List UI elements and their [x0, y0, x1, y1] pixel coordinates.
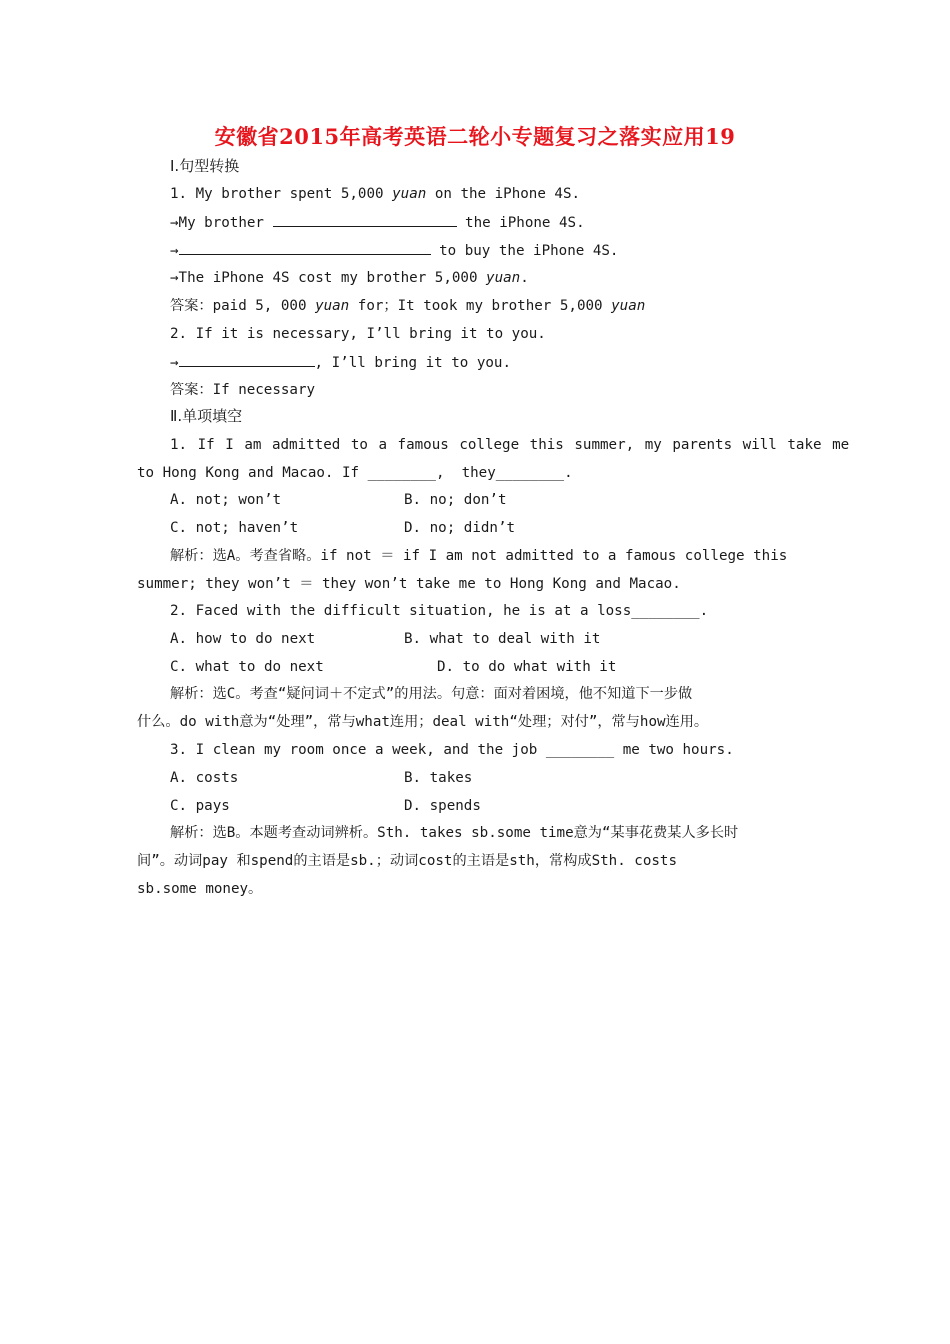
q1-transform-b: →My brother the iPhone 4S.: [170, 212, 585, 233]
mc3-stem: 3. I clean my room once a week, and the job ________ me two hours.: [170, 742, 734, 758]
mc2-options-row1: [170, 629, 601, 649]
section-heading-1: Ⅰ.句型转换: [170, 157, 240, 175]
mc3-options-row1: [170, 768, 473, 788]
mc3-options-row2: [170, 796, 481, 816]
mc2-stem: 2. Faced with the difficult situation, he is at a loss________.: [170, 603, 709, 619]
mc3-explanation-line1: 解析：选B。本题考查动词辨析。Sth. takes sb.some time意为“某事花费某人多长时: [170, 825, 739, 841]
option-a[interactable]: A. not; won’t: [170, 492, 282, 508]
q2-answer: 答案：If necessary: [170, 382, 316, 398]
mc1-options-row2: [170, 518, 516, 538]
mc2-options-row2: [170, 657, 617, 677]
q1-transform-c: → to buy the iPhone 4S.: [170, 240, 618, 261]
mc3-explanation-line2: 间”。动词pay 和spend的主语是sb.；动词cost的主语是sth，常构成Sth. costs: [137, 853, 677, 869]
section-heading-2: Ⅱ.单项填空: [170, 407, 243, 425]
mc1-options-row1: [170, 490, 507, 510]
option-a[interactable]: A. costs: [170, 770, 239, 786]
option-d[interactable]: D. spends: [404, 798, 481, 814]
q2-transform: → , I’ll bring it to you.: [170, 352, 511, 373]
option-b[interactable]: B. no; don’t: [404, 492, 507, 508]
q1-answer: 答案：paid 5, 000 yuan for；It took my brother 5,000 yuan: [170, 298, 646, 314]
answer-blank[interactable]: [179, 240, 431, 255]
option-a[interactable]: A. how to do next: [170, 631, 316, 647]
option-c[interactable]: C. what to do next: [170, 659, 324, 675]
mc1-stem-line1: 1. If I am admitted to a famous college this summer, my parents will take me: [170, 437, 850, 453]
mc1-explanation-line2: summer; they won’t ＝ they won’t take me to Hong Kong and Macao.: [137, 576, 681, 592]
option-c[interactable]: C. pays: [170, 798, 230, 814]
mc3-explanation-line3: sb.some money。: [137, 881, 263, 897]
q1-sentence: 1. My brother spent 5,000 yuan on the iPhone 4S.: [170, 186, 581, 202]
answer-blank[interactable]: [273, 212, 457, 227]
option-b[interactable]: B. takes: [404, 770, 473, 786]
option-d[interactable]: D. no; didn’t: [404, 520, 516, 536]
answer-blank[interactable]: [179, 352, 315, 367]
mc1-stem-line2: to Hong Kong and Macao. If ________, they________.: [137, 465, 573, 481]
q1-transform-d: →The iPhone 4S cost my brother 5,000 yuan.: [170, 270, 529, 286]
q2-sentence: 2. If it is necessary, I’ll bring it to you.: [170, 326, 546, 342]
option-d[interactable]: D. to do what with it: [437, 659, 617, 675]
option-b[interactable]: B. what to deal with it: [404, 631, 601, 647]
page-title: 安徽省2015年高考英语二轮小专题复习之落实应用19: [214, 124, 736, 149]
mc1-explanation-line1: 解析：选A。考查省略。if not ＝ if I am not admitted to a famous college this: [170, 548, 788, 564]
option-c[interactable]: C. not; haven’t: [170, 520, 299, 536]
mc2-explanation-line1: 解析：选C。考查“疑问词＋不定式”的用法。句意：面对着困境，他不知道下一步做: [170, 686, 693, 702]
mc2-explanation-line2: 什么。do with意为“处理”，常与what连用；deal with“处理；对付”，常与how连用。: [137, 714, 709, 730]
